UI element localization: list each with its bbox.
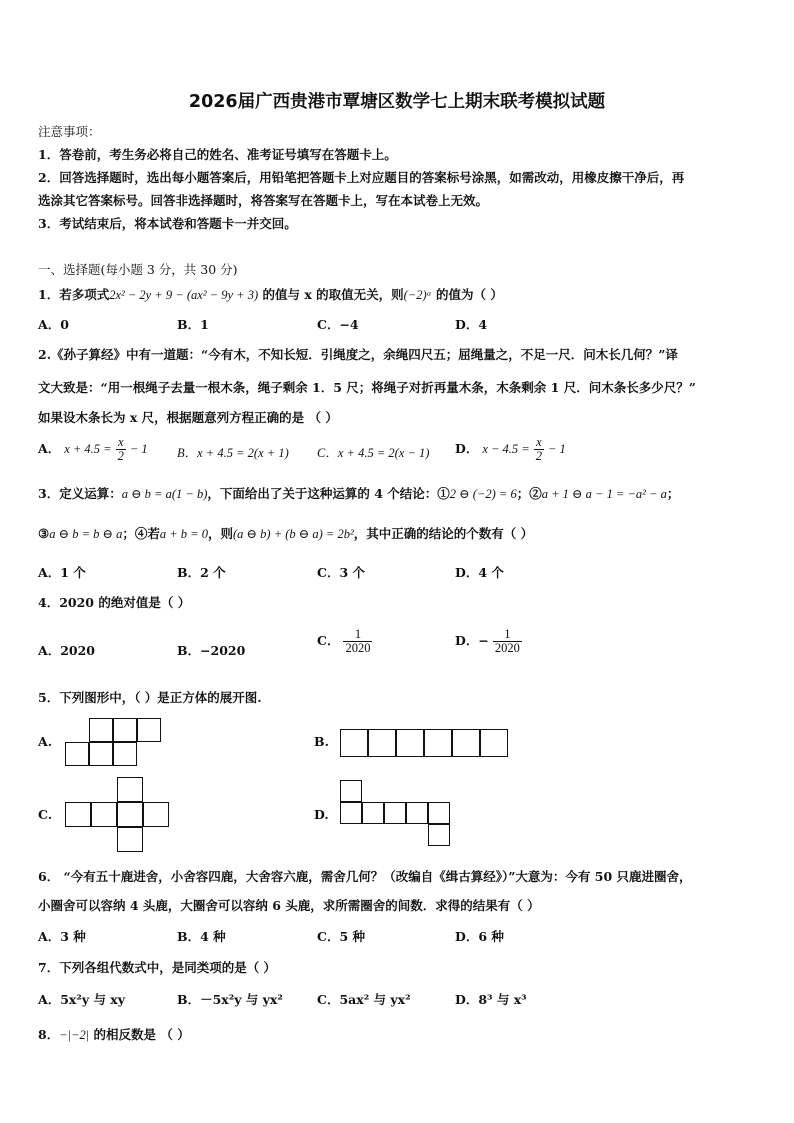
q3-c3: a ⊖ b = b ⊖ a [49,527,123,541]
q8-pre: 8． [38,1027,60,1042]
question-5: 5．下列图形中，（ ）是正方体的展开图. [38,690,262,705]
page-title: 2026届广西贵港市覃塘区数学七上期末联考模拟试题 [188,92,606,112]
q3-l2-c: ，则 [208,526,234,541]
q2-a-num: x [116,436,126,450]
net-square [452,729,480,757]
q8-expr: −|−2| [59,1028,90,1042]
q7-option-c: C．5ax² 与 yx² [317,992,411,1007]
net-square [368,729,396,757]
net-square [406,802,428,824]
q2-option-c [317,443,429,461]
q3-option-d: D．4 个 [455,565,504,580]
net-square [65,802,91,827]
q2-option-b [177,443,289,461]
net-square [480,729,508,757]
q4-c-label: C． [317,633,340,649]
q7-option-a: A．5x²y 与 xy [38,992,126,1007]
net-square [428,824,450,846]
q4-d-num: 1 [493,628,522,642]
q7-option-d: D．8³ 与 x³ [455,992,527,1007]
question-6-line-2: 小圈舍可以容纳 4 头鹿，大圈舍可以容纳 6 头鹿，求所需圈舍的间数．求得的结果有（ ） [38,898,540,913]
net-square [91,802,117,827]
net-square [340,729,368,757]
q2-a-fraction [116,436,126,463]
question-2-line-2: 文大致是：“用一根绳子去量一根木条，绳子剩余 1．5 尺；将绳子对折再量木条，木条剩余 1 尺．问木条长多少尺？” [38,380,696,395]
q2-d-den: 2 [535,449,542,464]
q2-d-right: − 1 [547,442,566,457]
question-2-line-3: 如果设木条长为 x 尺，根据题意列方程正确的是 （ ） [38,410,338,425]
question-3-line-1 [38,484,679,502]
notice-item-1: 1．答卷前，考生务必将自己的姓名、准考证号填写在答题卡上。 [38,147,397,162]
q5-label-b: B. [314,734,329,749]
net-square [143,802,169,827]
q2-b-text: B．x + 4.5 = 2(x + 1) [177,446,289,460]
q6-option-c: C．5 种 [317,929,365,944]
q3-l2-a: ③ [38,526,50,541]
net-square [117,802,143,827]
q4-d-fraction [493,628,522,655]
q1-option-b: B．1 [177,317,209,332]
q2-a-den: 2 [117,449,124,464]
q2-d-fraction [534,436,544,463]
q1-expr: 2x² − 2y + 9 − (ax² − 9y + 3) [109,288,259,302]
q6-option-b: B．4 种 [177,929,226,944]
q2-option-d [455,436,566,463]
q6-option-a: A．3 种 [38,929,86,944]
q3-option-a: A．1 个 [38,565,86,580]
section-heading: 一、选择题(每小题 3 分，共 30 分) [38,262,238,277]
q2-c-text: C．x + 4.5 = 2(x − 1) [317,446,430,460]
q1-pre: 1．若多项式 [38,287,110,302]
question-7: 7．下列各组代数式中，是同类项的是（ ） [38,960,277,975]
q1-post: 的值为（ ） [431,287,503,302]
question-3-line-2 [38,524,533,542]
q3-c4: (a ⊖ b) + (b ⊖ a) = 2b² [233,527,354,541]
q3-l1-end: ； [666,486,680,501]
net-square [396,729,424,757]
q7-option-b: B．－5x²y 与 yx² [177,992,283,1007]
q4-d-den: 2020 [494,641,520,656]
net-square [362,802,384,824]
q2-a-left: x + 4.5 = [64,442,112,457]
notice-heading: 注意事项： [38,124,101,139]
net-square [117,777,143,802]
q2-a-label: A． [38,441,61,457]
net-square [428,802,450,824]
net-square [424,729,452,757]
q4-c-den: 2020 [345,641,371,656]
net-square [89,742,113,766]
q3-option-b: B．2 个 [177,565,226,580]
question-2-line-1: 2.《孙子算经》中有一道题：“今有木，不知长短．引绳度之，余绳四尺五；屈绳量之，不足一尺．问木长几何？”译 [38,347,678,362]
q5-label-a: A. [38,734,53,749]
q2-d-left: x − 4.5 = [482,442,530,457]
q1-expr2: (−2)ᵃ [403,288,432,302]
notice-item-3: 3．考试结束后，将本试卷和答题卡一并交回。 [38,216,297,231]
q1-option-a: A．0 [38,317,69,332]
q2-d-label: D． [455,441,479,457]
q3-l1-c: ；② [516,486,542,501]
q4-c-fraction [343,628,372,655]
q3-option-c: C．3 个 [317,565,365,580]
q3-c2: a + 1 ⊖ a − 1 = −a² − a [541,487,667,501]
net-square [65,742,89,766]
q3-l1-a: 3．定义运算： [38,486,122,501]
q3-cond: a + b = 0 [159,527,208,541]
net-square [384,802,406,824]
q4-option-c [317,628,372,655]
q5-label-d: D. [314,807,329,822]
notice-item-2: 2．回答选择题时，选出每小题答案后，用铅笔把答题卡上对应题目的答案标号涂黑，如需改动，用橡皮擦干净后，再 [38,170,685,185]
q4-d-label: D．− [455,633,489,649]
q4-option-a: A．2020 [38,643,95,658]
net-square [89,718,113,742]
q4-b-text: B．−2020 [177,643,246,658]
q5-label-c: C. [38,807,53,822]
q3-l1-b: ，下面给出了关于这种运算的 4 个结论：① [207,486,450,501]
notice-item-2-cont: 选涂其它答案标号。回答非选择题时，将答案写在答题卡上，写在本试卷上无效。 [38,193,489,208]
question-8 [38,1025,190,1043]
q3-def: a ⊖ b = a(1 − b) [121,487,208,501]
net-square [340,802,362,824]
q2-a-right: − 1 [129,442,148,457]
net-square [113,718,137,742]
q1-mid: 的值与 x 的取值无关，则 [258,287,404,302]
q6-option-d: D．6 种 [455,929,504,944]
q3-l2-end: ，其中正确的结论的个数有（ ） [353,526,534,541]
question-1 [38,285,503,303]
net-square [137,718,161,742]
q4-option-d [455,628,522,655]
q3-l2-b: ；④若 [122,526,160,541]
q4-c-num: 1 [343,628,372,642]
q2-option-a [38,436,148,463]
q4-option-b [177,641,245,659]
q1-option-c: C．−4 [317,317,359,332]
net-square [340,780,362,802]
q3-c1: 2 ⊖ (−2) = 6 [449,487,517,501]
net-square [113,742,137,766]
net-square [117,827,143,852]
q8-post: 的相反数是 （ ） [89,1027,190,1042]
q2-d-num: x [534,436,544,450]
q1-option-d: D．4 [455,317,488,332]
question-6-line-1: 6． “今有五十鹿进舍，小舍容四鹿，大舍容六鹿，需舍几何？（改编自《缉古算经》）”大意为：今有 50 只鹿进圈舍， [38,869,692,884]
question-4: 4．2020 的绝对值是（ ） [38,595,191,610]
